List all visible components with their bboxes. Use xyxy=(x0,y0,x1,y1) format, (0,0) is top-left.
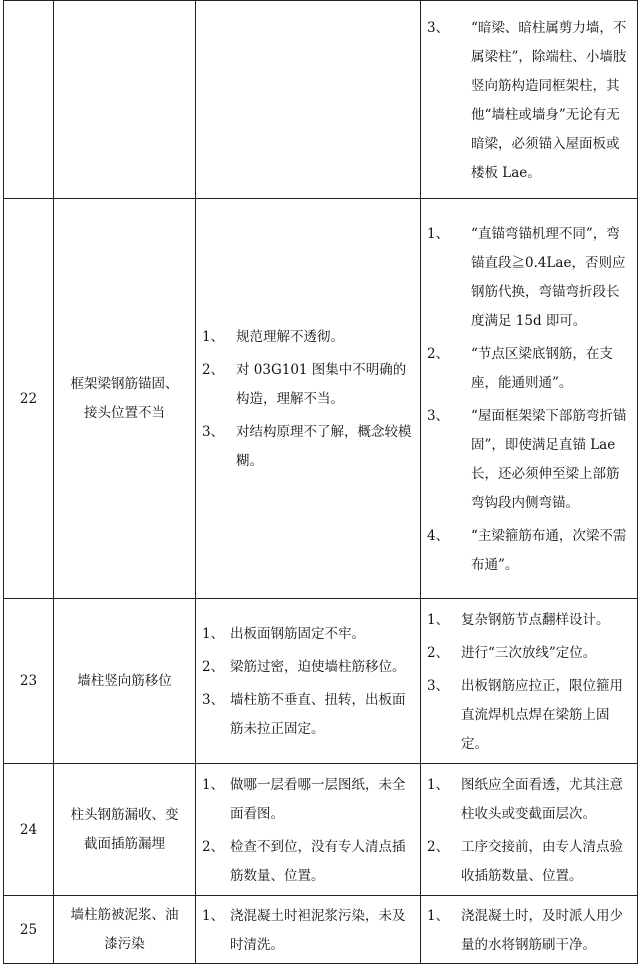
row-number xyxy=(4,1,54,199)
list-item xyxy=(427,833,629,891)
fix-cell xyxy=(421,1,638,199)
cause-cell xyxy=(196,764,421,896)
problem-cell xyxy=(54,1,196,199)
list-item xyxy=(202,418,412,476)
item-number: 1、 xyxy=(202,329,225,345)
item-text: “屋面框架梁下部筋弯折锚固”，即使满足直锚 Lae 长，还必须伸至梁上部筋弯钩段内侧弯锚。 xyxy=(471,407,627,511)
fix-cell xyxy=(421,599,638,764)
list-item xyxy=(202,323,412,352)
item-number: 1、 xyxy=(427,611,450,628)
list-item xyxy=(202,356,412,414)
list-item xyxy=(427,220,629,336)
row-number: 25 xyxy=(4,896,54,964)
item-number: 3、 xyxy=(427,19,450,36)
item-text: 图纸应全面看透，尤其注意柱收头或变截面层次。 xyxy=(461,776,623,822)
item-number: 3、 xyxy=(427,407,450,424)
item-text: “节点区梁底钢筋，在支座，能通则通”。 xyxy=(471,345,613,391)
item-number: 3、 xyxy=(427,677,450,694)
cause-cell xyxy=(196,1,421,199)
fix-cell xyxy=(421,896,638,964)
item-number: 1、 xyxy=(202,776,225,793)
item-text: 进行“三次放线”定位。 xyxy=(461,644,597,661)
item-text: “暗梁、暗柱属剪力墙，不属梁柱”，除端柱、小墙肢竖向筋构造同框架柱，其他“墙柱或墙身”无论有无暗梁，必须锚入屋面板或楼板 Lae。 xyxy=(471,19,627,181)
item-text: 浇混凝土时袒泥浆污染，未及时清洗。 xyxy=(230,907,406,953)
item-number: 2、 xyxy=(202,362,225,378)
item-text: “直锚弯锚机理不同”，弯锚直段≧0.4Lae，否则应钢筋代换，弯锚弯折段长度满足 15d 即可。 xyxy=(471,225,626,329)
item-number: 4、 xyxy=(427,527,450,544)
item-number: 1、 xyxy=(202,626,225,642)
item-number: 1、 xyxy=(427,907,450,924)
quality-issues-table xyxy=(3,0,638,964)
list-item xyxy=(427,14,629,188)
table-row xyxy=(4,764,638,896)
item-number: 3、 xyxy=(202,424,225,440)
row-number: 23 xyxy=(4,599,54,764)
problem-cell: 墙柱筋被泥浆、油漆污染 xyxy=(54,896,196,964)
item-text: 对结构原理不了解，概念较模糊。 xyxy=(236,424,412,469)
item-text: 对 03G101 图集中不明确的构造，理解不当。 xyxy=(236,362,407,407)
list-item xyxy=(202,620,412,649)
list-item xyxy=(427,672,629,759)
problem-cell: 柱头钢筋漏收、变截面插筋漏埋 xyxy=(54,764,196,896)
item-text: 梁筋过密，迫使墙柱筋移位。 xyxy=(230,659,406,675)
problem-cell: 框架梁钢筋锚固、接头位置不当 xyxy=(54,199,196,599)
list-item xyxy=(427,606,629,635)
row-number: 24 xyxy=(4,764,54,896)
list-item xyxy=(427,771,629,829)
item-text: “主梁箍筋布通，次梁不需布通”。 xyxy=(471,527,627,573)
fix-cell xyxy=(421,199,638,599)
item-text: 复杂钢筋节点翻样设计。 xyxy=(461,611,610,628)
item-text: 工序交接前，由专人清点验收插筋数量、位置。 xyxy=(461,838,623,884)
list-item xyxy=(427,902,629,960)
item-number: 1、 xyxy=(427,225,450,242)
item-number: 2、 xyxy=(427,644,450,661)
item-number: 2、 xyxy=(202,838,225,855)
list-item xyxy=(202,902,412,960)
cause-cell xyxy=(196,896,421,964)
list-item xyxy=(202,686,412,744)
item-text: 规范理解不透彻。 xyxy=(236,329,344,345)
list-item xyxy=(202,771,412,829)
table-row xyxy=(4,1,638,199)
table-row xyxy=(4,199,638,599)
list-item xyxy=(202,653,412,682)
list-item xyxy=(427,522,629,580)
item-number: 2、 xyxy=(427,838,450,855)
list-item xyxy=(427,639,629,668)
item-text: 做哪一层看哪一层图纸，未全面看图。 xyxy=(230,776,406,822)
item-text: 出板钢筋应拉正，限位箍用直流焊机点焊在梁筋上固定。 xyxy=(461,677,623,752)
item-text: 检查不到位，没有专人清点插筋数量、位置。 xyxy=(230,838,406,884)
item-number: 1、 xyxy=(202,907,225,924)
list-item xyxy=(202,833,412,891)
item-text: 墙柱筋不垂直、扭转，出板面筋未拉正固定。 xyxy=(230,692,406,737)
item-number: 2、 xyxy=(427,345,450,362)
item-text: 浇混凝土时，及时派人用少量的水将钢筋刷干净。 xyxy=(461,907,623,953)
item-number: 3、 xyxy=(202,692,225,708)
item-text: 出板面钢筋固定不牢。 xyxy=(230,626,365,642)
table-row xyxy=(4,599,638,764)
cause-cell xyxy=(196,599,421,764)
fix-cell xyxy=(421,764,638,896)
row-number: 22 xyxy=(4,199,54,599)
cause-cell xyxy=(196,199,421,599)
table-row xyxy=(4,896,638,964)
item-number: 1、 xyxy=(427,776,450,793)
item-number: 2、 xyxy=(202,659,225,675)
list-item xyxy=(427,402,629,518)
problem-cell: 墙柱竖向筋移位 xyxy=(54,599,196,764)
list-item xyxy=(427,340,629,398)
